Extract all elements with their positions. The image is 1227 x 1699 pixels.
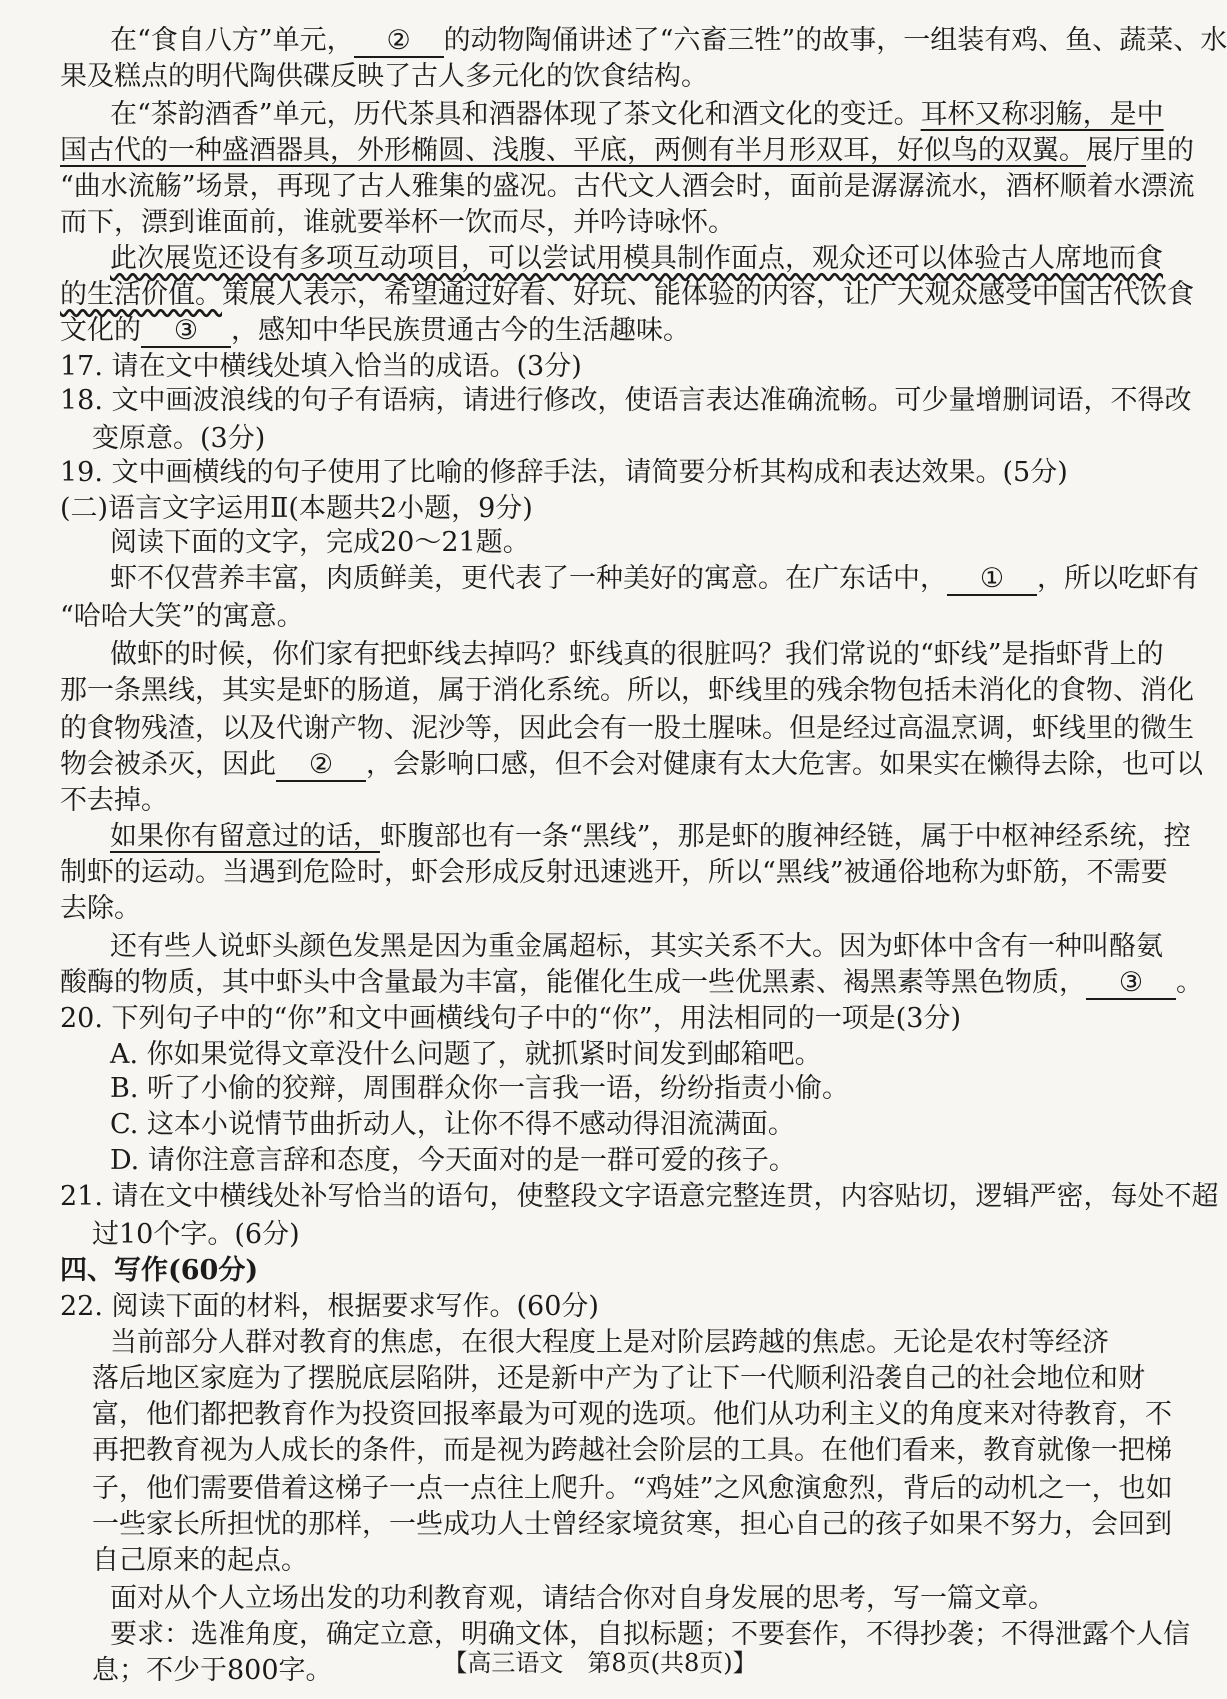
text-line xyxy=(60,1288,1145,1326)
text-segment: 不去掉。 xyxy=(60,785,168,816)
text-line xyxy=(110,928,1163,966)
text-line xyxy=(110,1580,1145,1618)
text-line xyxy=(110,1070,1195,1108)
text-segment: 展厅里的 xyxy=(1086,135,1194,166)
text-segment: 还有些人说虾头颜色发黑是因为重金属超标，其实关系不大。因为虾体中含有一种叫酪氨 xyxy=(110,931,1163,962)
text-segment: 22. 阅读下面的材料，根据要求写作。(60分) xyxy=(60,1291,599,1322)
text-segment: 而下，漂到谁面前，谁就要举杯一饮而尽，并吟诗咏怀。 xyxy=(60,207,735,238)
text-line xyxy=(110,818,1191,856)
text-line xyxy=(60,204,1145,242)
text-line xyxy=(92,1542,1145,1580)
text-line xyxy=(110,560,1199,598)
text-line xyxy=(60,132,1194,170)
wavy-underlined-text: 的生活价值。 xyxy=(60,279,222,310)
text-line xyxy=(92,1360,1145,1398)
text-segment: “曲水流觞”场景，再现了古人雅集的盛况。古代文人酒会时，面前是潺潺流水，酒杯顺着水漂流 xyxy=(60,171,1195,202)
text-line xyxy=(60,490,1145,528)
text-segment: 再把教育视为人成长的条件，而是视为跨越社会阶层的工具。在他们看来，教育就像一把梯 xyxy=(92,1435,1172,1466)
text-line xyxy=(60,854,1168,892)
text-segment: 果及糕点的明代陶供碟反映了古人多元化的饮食结构。 xyxy=(60,61,708,92)
text-line xyxy=(60,276,1194,314)
fill-blank: ② xyxy=(354,26,444,58)
text-segment: 18. 文中画波浪线的句子有语病，请进行修改，使语言表达准确流畅。可少量增删词语，不得改 xyxy=(60,385,1192,416)
text-segment: 21. 请在文中横线处补写恰当的语句，使整段文字语意完整连贯，内容贴切，逻辑严密，每处不超 xyxy=(60,1181,1219,1212)
text-line xyxy=(110,1036,1195,1074)
text-line xyxy=(92,420,1145,458)
text-segment: 文化的 xyxy=(60,315,141,346)
text-line xyxy=(92,1396,1172,1434)
text-line xyxy=(110,1106,1195,1144)
text-line xyxy=(110,524,1145,562)
text-line xyxy=(60,168,1195,206)
text-segment: 虾不仅营养丰富，肉质鲜美，更代表了一种美好的寓意。在广东话中， xyxy=(110,563,947,594)
text-segment: 。 xyxy=(1176,967,1203,998)
text-segment: 物会被杀灭，因此 xyxy=(60,749,276,780)
text-segment: 制虾的运动。当遇到危险时，虾会形成反射迅速逃开，所以“黑线”被通俗地称为虾筋，不需要 xyxy=(60,857,1168,888)
text-line xyxy=(60,598,1145,636)
text-line xyxy=(110,1142,1195,1180)
text-segment: “哈哈大笑”的寓意。 xyxy=(60,601,304,632)
text-line xyxy=(110,22,1227,60)
text-line xyxy=(60,746,1203,784)
text-line xyxy=(60,672,1194,710)
text-line xyxy=(60,890,1145,928)
text-line xyxy=(110,636,1164,674)
text-line xyxy=(60,58,1145,96)
text-line xyxy=(110,240,1163,278)
text-segment: ，感知中华民族贯通古今的生活趣味。 xyxy=(231,315,690,346)
text-segment: 虾腹部也有一条“黑线”，那是虾的腹神经链，属于中枢神经系统，控 xyxy=(380,821,1191,852)
text-segment: D. 请你注意言辞和态度，今天面对的是一群可爱的孩子。 xyxy=(110,1145,796,1176)
text-line xyxy=(92,1470,1173,1508)
text-segment: 20. 下列句子中的“你”和文中画横线句子中的“你”，用法相同的一项是(3分) xyxy=(60,1003,961,1034)
text-segment: 面对从个人立场出发的功利教育观，请结合你对自身发展的思考，写一篇文章。 xyxy=(110,1583,1055,1614)
text-segment: B. 听了小偷的狡辩，周围群众你一言我一语，纷纷指责小偷。 xyxy=(110,1073,850,1104)
text-segment: 做虾的时候，你们家有把虾线去掉吗？虾线真的很脏吗？我们常说的“虾线”是指虾背上的 xyxy=(110,639,1164,670)
text-line xyxy=(60,1000,1145,1038)
text-line xyxy=(110,96,1164,134)
text-segment: 的食物残渣，以及代谢产物、泥沙等，因此会有一股土腥味。但是经过高温烹调，虾线里的微生 xyxy=(60,713,1194,744)
text-segment: 一些家长所担忧的那样，一些成功人士曾经家境贫寒，担心自己的孩子如果不努力，会回到 xyxy=(92,1509,1172,1540)
text-segment: 19. 文中画横线的句子使用了比喻的修辞手法，请简要分析其构成和表达效果。(5分) xyxy=(60,457,1068,488)
text-line xyxy=(60,312,1145,350)
text-segment: ，所以吃虾有 xyxy=(1037,563,1199,594)
text-segment: 在“食自八方”单元， xyxy=(110,25,354,56)
text-line xyxy=(60,782,1145,820)
text-segment: 阅读下面的文字，完成20～21题。 xyxy=(110,527,530,558)
fill-blank: ③ xyxy=(1086,968,1176,1000)
text-segment: C. 这本小说情节曲折动人，让你不得不感动得泪流满面。 xyxy=(110,1109,795,1140)
text-segment: 四、写作(60分) xyxy=(60,1255,259,1286)
text-segment: 变原意。(3分) xyxy=(92,423,266,454)
text-segment: A. 你如果觉得文章没什么问题了，就抓紧时间发到邮箱吧。 xyxy=(110,1039,822,1070)
text-segment: 去除。 xyxy=(60,893,141,924)
text-segment: 过10个字。(6分) xyxy=(92,1219,300,1250)
text-line xyxy=(60,348,1145,386)
text-line xyxy=(92,1506,1172,1544)
fill-blank: ② xyxy=(276,750,366,782)
text-line xyxy=(60,1252,1145,1290)
text-segment: ，会影响口感，但不会对健康有太大危害。如果实在懒得去除，也可以 xyxy=(366,749,1203,780)
text-segment: 当前部分人群对教育的焦虑，在很大程度上是对阶层跨越的焦虑。无论是农村等经济 xyxy=(110,1327,1109,1358)
text-segment: 在“茶韵酒香”单元，历代茶具和酒器体现了茶文化和酒文化的变迁。 xyxy=(110,99,921,130)
text-segment: 落后地区家庭为了摆脱底层陷阱，还是新中产为了让下一代顺利沿袭自己的社会地位和财 xyxy=(92,1363,1145,1394)
underlined-text: 国古代的一种盛酒器具，外形椭圆、浅腹、平底，两侧有半月形双耳，好似鸟的双翼。 xyxy=(60,135,1086,166)
text-segment: 策展人表示，希望通过好看、好玩、能体验的内容，让广大观众感受中国古代饮食 xyxy=(222,279,1194,310)
text-segment: 要求：选准角度，确定立意，明确文体，自拟标题；不要套作，不得抄袭；不得泄露个人信 xyxy=(110,1619,1190,1650)
text-line xyxy=(92,1216,1145,1254)
text-line xyxy=(92,1432,1172,1470)
text-segment: 17. 请在文中横线处填入恰当的成语。(3分) xyxy=(60,351,582,382)
underlined-text: 如果你有留意过的话， xyxy=(110,821,380,852)
text-segment: 息；不少于800字。 xyxy=(92,1655,333,1686)
text-segment: (二)语言文字运用Ⅱ(本题共2小题，9分) xyxy=(60,493,533,524)
text-line xyxy=(60,964,1203,1002)
text-line xyxy=(60,454,1145,492)
wavy-underlined-text: 此次展览还设有多项互动项目，可以尝试用模具制作面点，观众还可以体验古人席地而食 xyxy=(110,243,1163,274)
fill-blank: ① xyxy=(947,564,1037,596)
text-line xyxy=(110,1324,1145,1362)
page-footer: 【高三语文 第8页(共8页)】 xyxy=(443,1649,757,1677)
text-segment: 自己原来的起点。 xyxy=(92,1545,308,1576)
fill-blank: ③ xyxy=(141,316,231,348)
text-line xyxy=(60,1178,1219,1216)
text-line xyxy=(60,710,1194,748)
text-line xyxy=(60,382,1192,420)
text-segment: 富，他们都把教育作为投资回报率最为可观的选项。他们从功利主义的角度来对待教育，不 xyxy=(92,1399,1172,1430)
text-segment: 酸酶的物质，其中虾头中含量最为丰富，能催化生成一些优黑素、褐黑素等黑色物质， xyxy=(60,967,1086,998)
text-segment: 那一条黑线，其实是虾的肠道，属于消化系统。所以，虾线里的残余物包括未消化的食物、消化 xyxy=(60,675,1194,706)
text-segment: 子，他们需要借着这梯子一点一点往上爬升。“鸡娃”之风愈演愈烈，背后的动机之一，也如 xyxy=(92,1473,1173,1504)
underlined-text: 耳杯又称羽觞，是中 xyxy=(920,99,1164,130)
text-segment: 的动物陶俑讲述了“六畜三牲”的故事，一组装有鸡、鱼、蔬菜、水 xyxy=(443,25,1227,56)
